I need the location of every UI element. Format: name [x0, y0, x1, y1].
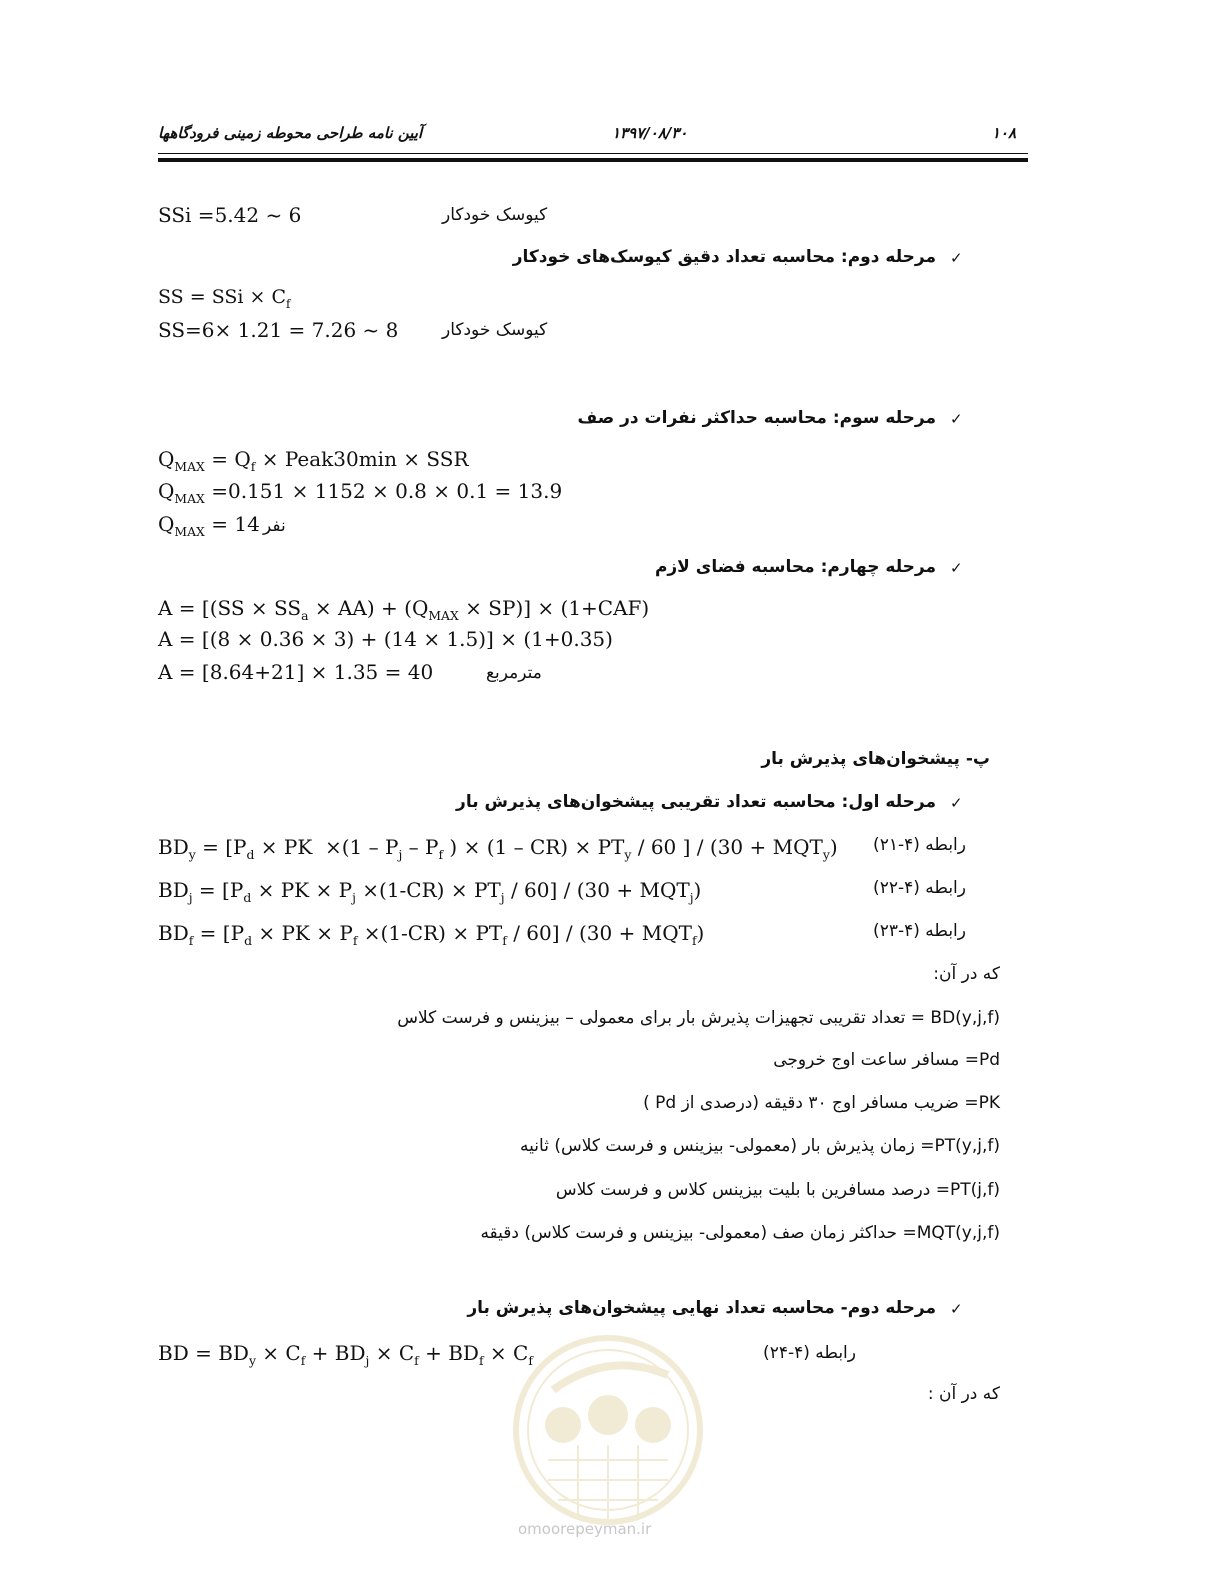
watermark-logo: [508, 1330, 708, 1530]
relation-23: رابطه (۴-۲۳): [873, 921, 966, 941]
area-unit: مترمربع: [486, 663, 542, 683]
definition-pk: PK= ضریب مسافر اوج ۳۰ دقیقه (درصدی از Pd ): [643, 1093, 1000, 1113]
relation-24: رابطه (۴-۲۴): [763, 1343, 856, 1363]
ss-calc: SS=6× 1.21 = 7.26 ~ 8: [158, 318, 399, 342]
where-label-2: که در آن :: [927, 1384, 1000, 1404]
qmax-calc: $Q_{MAX} =0.151 \times 1152 \times 0.8 \times 0.1 = 13.9$: [158, 479, 563, 506]
ss-unit: کیوسک خودکار: [442, 320, 548, 340]
ss-formula: SS = SSi × $C_f$: [158, 286, 291, 311]
ssi-unit: کیوسک خودکار: [442, 205, 548, 225]
step1-title: مرحله اول: محاسبه تعداد تقریبی پیشخوان‌های پذیرش بار: [456, 792, 936, 812]
section-p-title: پ- پیشخوان‌های پذیرش بار: [761, 749, 990, 769]
check-icon: ✓: [950, 1300, 963, 1318]
ssi-equation: SSi =5.42 ~ 6: [158, 203, 302, 227]
step4-title: مرحله چهارم: محاسبه فضای لازم: [654, 557, 936, 577]
check-icon: ✓: [950, 410, 963, 428]
header-title: آیین نامه طراحی محوطه زمینی فرودگاهها: [158, 124, 423, 142]
step3-title: مرحله سوم: محاسبه حداکثر نفرات در صف: [577, 408, 936, 428]
definition-pt: PT(y,j,f)= زمان پذیرش بار (معمولی- بیزینس و فرست کلاس) ثانیه: [520, 1136, 1000, 1156]
area-calc: A = [(8 × 0.36 × 3) + (14 × 1.5)] × (1+0.35): [158, 627, 613, 651]
definition-ptjf: PT(j,f)= درصد مسافرین با بلیت بیزینس کلاس و فرست کلاس: [555, 1180, 1000, 1200]
bdj-formula: $BD_j = [P_d$ × PK × $P_j \times(1-CR) \times PT_j / 60] / (30 + MQT_j)$: [158, 878, 702, 905]
qmax-unit: نفر: [263, 516, 286, 536]
watermark-url: omoorepeyman.ir: [518, 1520, 652, 1538]
header-rule-thin: [158, 153, 1028, 154]
relation-22: رابطه (۴-۲۲): [873, 878, 966, 898]
step2b-title: مرحله دوم- محاسبه تعداد نهایی پیشخوان‌های پذیرش بار: [467, 1298, 936, 1318]
check-icon: ✓: [950, 794, 963, 812]
bdf-formula: $BD_f = [P_d$ × PK × $P_f \times(1-CR) \times PT_f / 60] / (30 + MQT_f)$: [158, 921, 705, 948]
qmax-result: $Q_{MAX} = 14$: [158, 512, 260, 539]
relation-21: رابطه (۴-۲۱): [873, 835, 966, 855]
where-label: که در آن:: [933, 964, 1000, 984]
bdy-formula: $BD_y = [P_d$ × PK $\times(1 - P_j - P_f$ ) × $(1 - CR) \times PT_y / 60$ ] / $(30 + MQT_y)$: [158, 835, 838, 862]
area-result: A = [8.64+21] × 1.35 = 40: [158, 660, 434, 684]
definition-bd: BD(y,j,f) = تعداد تقریبی تجهیزات پذیرش بار برای معمولی – بیزینس و فرست کلاس: [397, 1008, 1000, 1028]
bd-total-formula: BD = $BD_y \times C_f + BD_j \times C_f + BD_f \times C_f$: [158, 1341, 533, 1368]
step2-title: مرحله دوم: محاسبه تعداد دقیق کیوسک‌های خودکار: [512, 247, 936, 267]
area-formula: $A = [(SS \times SS_a \times AA) + (Q_{MAX} \times SP)] \times (1+CAF)$: [158, 596, 650, 623]
check-icon: ✓: [950, 559, 963, 577]
page-number: ۱۰۸: [991, 124, 1016, 142]
definition-mqt: MQT(y,j,f)= حداکثر زمان صف (معمولی- بیزینس و فرست کلاس) دقیقه: [480, 1223, 1000, 1243]
check-icon: ✓: [950, 249, 963, 267]
header-rule-thick: [158, 158, 1028, 162]
definition-pd: Pd= مسافر ساعت اوج خروجی: [773, 1050, 1000, 1070]
header-date: ۱۳۹۷/۰۸/۳۰: [612, 124, 688, 142]
qmax-formula: $Q_{MAX} = Q_f$ × Peak30min × SSR: [158, 447, 469, 474]
